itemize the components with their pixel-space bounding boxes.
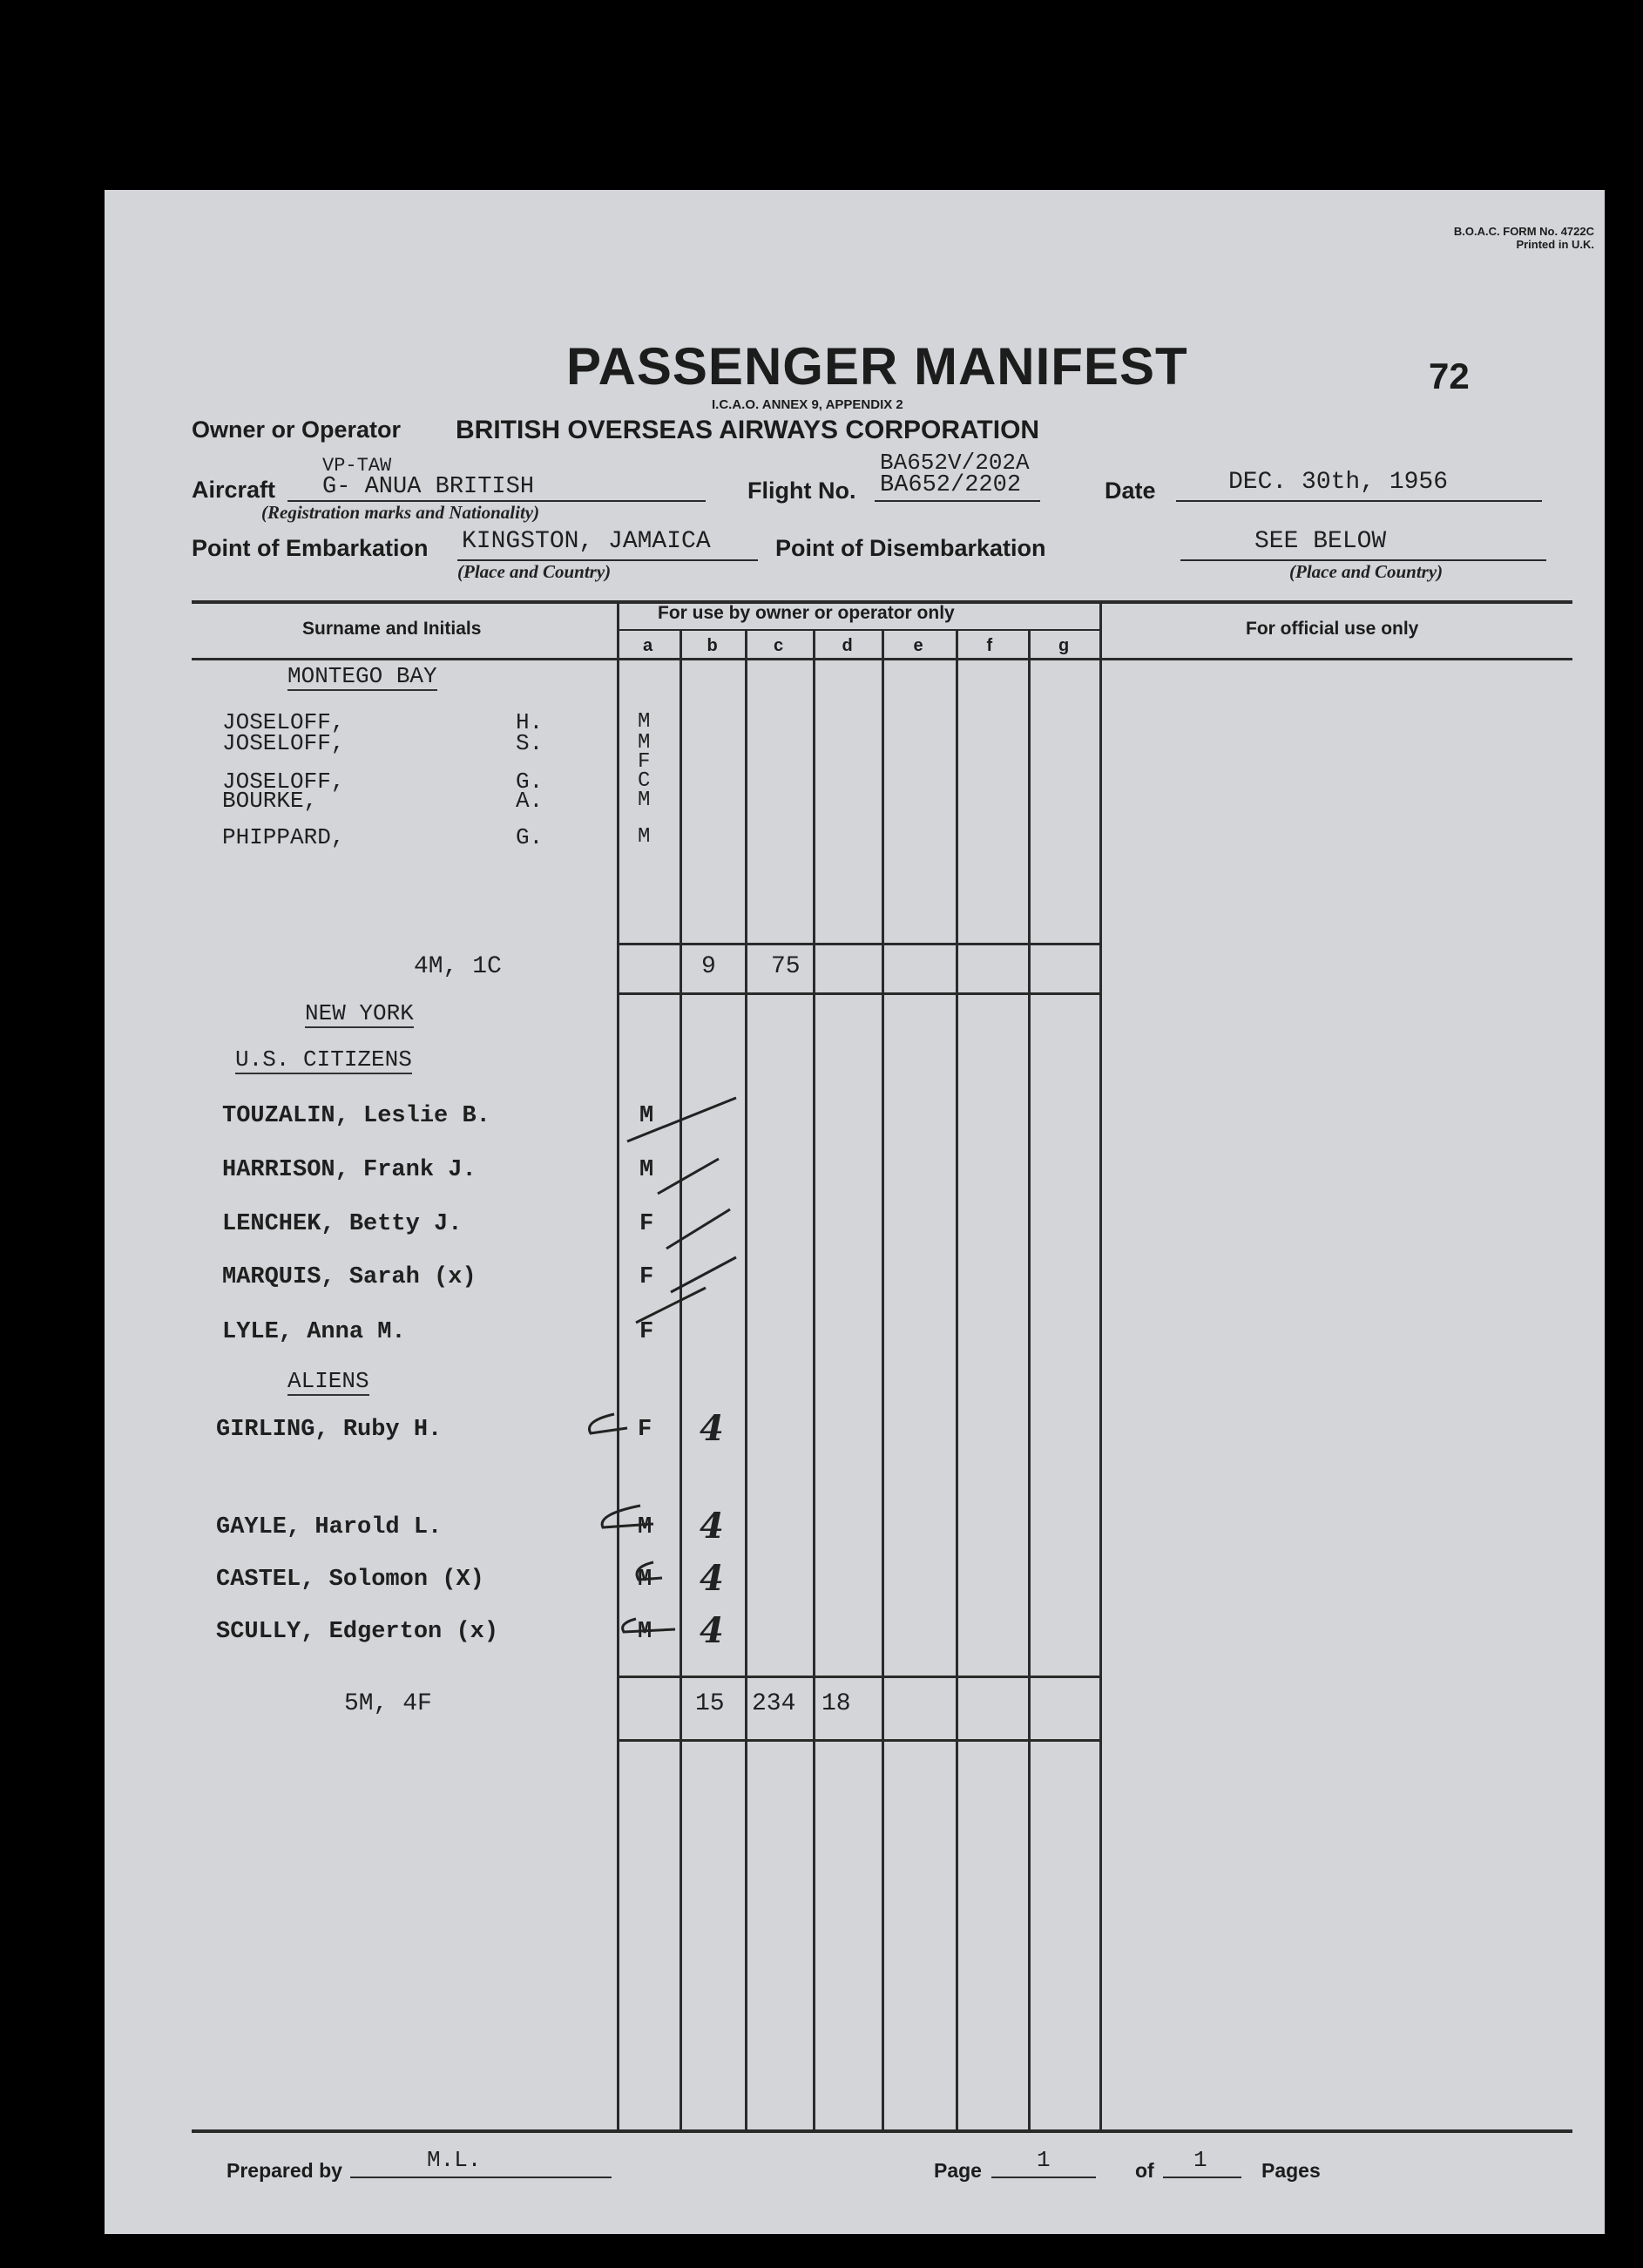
row-name: HARRISON, Frank J. <box>222 1157 477 1183</box>
form-number-text: B.O.A.C. FORM No. 4722C <box>1453 225 1594 238</box>
of-underline <box>1163 2177 1241 2178</box>
check-stroke-2 <box>658 1159 719 1194</box>
disembark-caption: (Place and Country) <box>1289 561 1444 582</box>
flight-value: BA652/2202 <box>880 472 1022 498</box>
column-rule <box>745 629 747 2131</box>
ny-total-label: 5M, 4F <box>344 1690 432 1717</box>
date-underline <box>1176 500 1542 502</box>
row-init: H. <box>516 709 544 735</box>
flight-label: Flight No. <box>747 477 856 504</box>
sub-col-g: g <box>1058 636 1070 655</box>
date-value: DEC. 30th, 1956 <box>1228 469 1449 496</box>
printed-text: Printed in U.K. <box>1516 238 1594 251</box>
owner-group-rule <box>617 629 1099 631</box>
disembark-value: SEE BELOW <box>1254 528 1387 555</box>
sub-col-f: f <box>986 636 993 655</box>
check-stroke-3 <box>666 1209 730 1249</box>
aircraft-label: Aircraft <box>192 477 276 503</box>
handwritten-hook-strokes <box>558 1405 732 1658</box>
row-name: SCULLY, Edgerton (x) <box>216 1619 499 1645</box>
montego-total-label: 4M, 1C <box>414 953 502 980</box>
aircraft-value-top: VP-TAW <box>322 455 392 477</box>
prepared-value: M.L. <box>427 2147 482 2173</box>
row-init: A. <box>516 788 544 814</box>
column-rule <box>617 602 619 2131</box>
row-name: LYLE, Anna M. <box>222 1319 406 1345</box>
row-init: G. <box>516 768 544 795</box>
row-a: M <box>638 1514 652 1540</box>
sub-col-a: a <box>643 636 653 655</box>
montego-total-top-rule <box>617 943 1099 945</box>
row-b: 4 <box>700 1558 724 1599</box>
hook-stroke-2 <box>602 1506 653 1527</box>
row-name: TOUZALIN, Leslie B. <box>222 1103 490 1129</box>
column-rule <box>680 629 682 2131</box>
row-name: JOSELOFF, <box>222 768 345 795</box>
table-bottom-rule <box>192 2129 1572 2133</box>
row-init: G. <box>516 824 544 850</box>
row-a: F <box>638 1417 652 1443</box>
row-name: GAYLE, Harold L. <box>216 1514 443 1540</box>
of-value: 1 <box>1193 2147 1207 2173</box>
column-rule <box>813 629 815 2131</box>
date-label: Date <box>1105 477 1156 504</box>
row-a: M <box>638 731 651 755</box>
col-name-header: Surname and Initials <box>302 619 482 639</box>
row-name: PHIPPARD, <box>222 824 345 850</box>
row-a: M <box>638 825 651 849</box>
sub-col-b: b <box>707 636 718 655</box>
ny-total-bottom-rule <box>617 1739 1099 1742</box>
row-name: JOSELOFF, <box>222 709 345 735</box>
flight-value-top: BA652V/202A <box>880 450 1030 476</box>
row-a: M <box>639 1157 654 1183</box>
of-label: of <box>1135 2159 1154 2182</box>
section-new-york: NEW YORK <box>305 1000 414 1026</box>
row-name: BOURKE, <box>222 788 318 814</box>
column-rule <box>1028 629 1031 2131</box>
aircraft-caption: (Registration marks and Nationality) <box>261 502 540 523</box>
pages-label: Pages <box>1261 2159 1321 2182</box>
sub-col-d: d <box>842 636 853 655</box>
section-aliens: ALIENS <box>287 1368 369 1394</box>
page-value: 1 <box>1037 2147 1051 2173</box>
owner-value: BRITISH OVERSEAS AIRWAYS CORPORATION <box>456 416 1040 444</box>
row-a: F <box>639 1264 654 1290</box>
column-rule <box>882 629 884 2131</box>
ny-total-b: 15 <box>695 1690 725 1717</box>
row-a: M <box>638 1619 652 1645</box>
row-name: GIRLING, Ruby H. <box>216 1417 443 1443</box>
disembark-label: Point of Disembarkation <box>775 535 1046 561</box>
row-name: LENCHEK, Betty J. <box>222 1211 463 1237</box>
col-official-header: For official use only <box>1246 619 1419 639</box>
handwritten-check-strokes <box>523 1079 801 1331</box>
row-a: F <box>638 750 651 774</box>
owner-label: Owner or Operator <box>192 416 402 443</box>
ny-total-top-rule <box>617 1676 1099 1678</box>
section-montego-bay: MONTEGO BAY <box>287 663 437 689</box>
manifest-sheet <box>105 190 1605 2234</box>
hook-stroke-4 <box>623 1619 675 1632</box>
embark-value: KINGSTON, JAMAICA <box>462 528 711 555</box>
check-stroke-4 <box>671 1257 736 1292</box>
row-b: 4 <box>700 1610 724 1651</box>
row-init: S. <box>516 730 544 756</box>
row-name: CASTEL, Solomon (X) <box>216 1567 484 1593</box>
row-a: M <box>638 789 651 812</box>
montego-total-bottom-rule <box>617 992 1099 995</box>
row-a: M <box>639 1103 654 1129</box>
montego-total-b: 9 <box>701 953 716 980</box>
aircraft-value: G- ANUA BRITISH <box>322 474 535 500</box>
page-underline <box>991 2177 1096 2178</box>
flight-underline <box>875 500 1040 502</box>
embark-caption: (Place and Country) <box>457 561 612 582</box>
row-name: MARQUIS, Sarah (x) <box>222 1264 477 1290</box>
form-number <box>1454 225 1594 251</box>
hook-stroke-1 <box>590 1414 627 1433</box>
sub-col-e: e <box>913 636 923 655</box>
row-a: M <box>638 710 651 734</box>
hook-stroke-3 <box>637 1562 662 1580</box>
column-rule <box>956 629 958 2131</box>
page-subtitle: I.C.A.O. ANNEX 9, APPENDIX 2 <box>712 397 903 412</box>
row-a: M <box>638 1567 652 1593</box>
row-b: 4 <box>700 1506 724 1547</box>
row-a: F <box>639 1211 654 1237</box>
page-label: Page <box>934 2159 982 2182</box>
page-title: PASSENGER MANIFEST <box>566 337 1188 396</box>
row-name: JOSELOFF, <box>222 730 345 756</box>
check-stroke-5 <box>636 1288 706 1323</box>
prepared-label: Prepared by <box>227 2159 342 2182</box>
section-us-citizens: U.S. CITIZENS <box>235 1046 412 1073</box>
embark-label: Point of Embarkation <box>192 535 429 561</box>
check-stroke-1 <box>627 1098 736 1141</box>
column-rule <box>1099 602 1102 2131</box>
row-a: C <box>638 769 651 793</box>
row-b: 4 <box>700 1408 724 1449</box>
ny-total-c: 234 <box>752 1690 796 1717</box>
col-owner-header: For use by owner or operator only <box>658 603 955 623</box>
row-a: F <box>639 1319 654 1345</box>
prepared-underline <box>350 2177 612 2178</box>
sub-col-c: c <box>774 636 784 655</box>
ny-total-d: 18 <box>822 1690 851 1717</box>
page-mark: 72 <box>1429 355 1470 396</box>
montego-total-c: 75 <box>771 953 801 980</box>
